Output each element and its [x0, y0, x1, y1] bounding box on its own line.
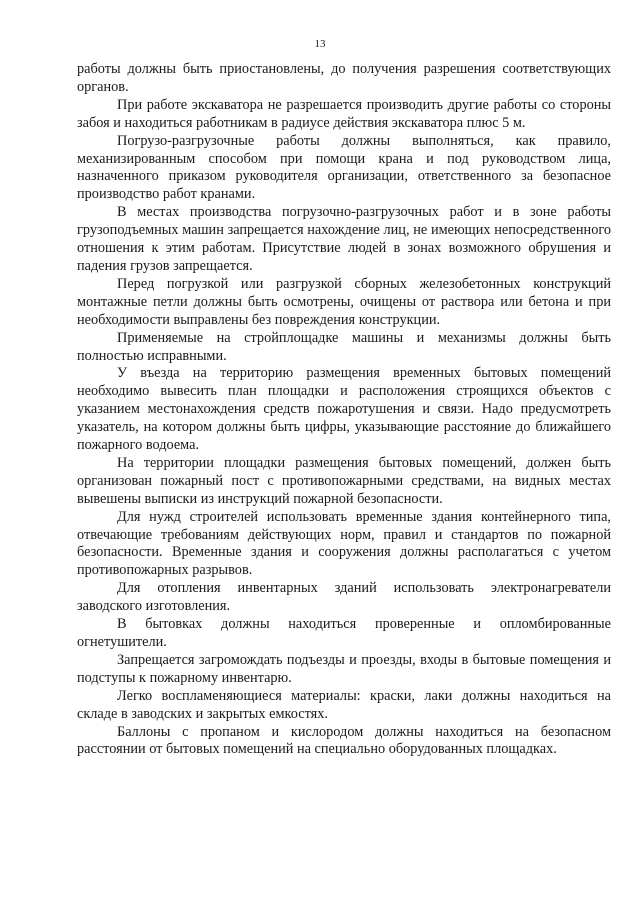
paragraph-fire-post: На территории площадки размещения бытовых помещений, должен быть организован пожарный пост с противопожарными средствами, на видных местах вывешены выписки из инструкций пожарной безопасности.	[77, 454, 611, 507]
paragraph-continuation: работы должны быть приостановлены, до получения разрешения соответствующих органов.	[77, 61, 611, 95]
paragraph-mounting-loops: Перед погрузкой или разгрузкой сборных железобетонных конструкций монтажные петли должны быть осмотрены, очищены от раствора или бетона и при необходимости выправлены без повреждения конструкции.	[77, 275, 611, 328]
paragraph-passages: Запрещается загромождать подъезды и проезды, входы в бытовые помещения и подступы к пожарному инвентарю.	[77, 651, 611, 686]
page-number: 13	[314, 38, 326, 50]
paragraph-extinguishers: В бытовках должны находиться проверенные и опломбированные огнетушители.	[77, 616, 611, 650]
document-body	[77, 61, 611, 759]
paragraph-temporary-buildings: Для нужд строителей использовать временные здания контейнерного типа, отвечающие требованиям действующих норм, правил и стандартов по пожарной безопасности. Временные здания и сооружения должны располагаться с учетом противопожарных разрывов.	[77, 508, 611, 579]
paragraph-heating: Для отопления инвентарных зданий использовать электронагреватели заводского изготовления.	[77, 580, 611, 615]
paragraph-excavator: При работе экскаватора не разрешается производить другие работы со стороны забоя и находиться работникам в радиусе действия экскаватора плюс 5 м.	[77, 96, 611, 131]
paragraph-machines: Применяемые на стройплощадке машины и механизмы должны быть полностью исправными.	[77, 329, 611, 364]
paragraph-loading-works: Погрузо-разгрузочные работы должны выполняться, как правило, механизированным способом при помощи крана и под руководством лица, назначенного приказом руководителя организации, ответственного за безопасное производство работ кранами.	[77, 132, 611, 203]
paragraph-gas-cylinders: Баллоны с пропаном и кислородом должны находиться на безопасном расстоянии от бытовых помещений на специально оборудованных площадках.	[77, 723, 611, 758]
paragraph-site-plan: У въезда на территорию размещения временных бытовых помещений необходимо вывесить план площадки и расположения строящихся объектов с указанием местонахождения средств пожаротушения и связи. Надо предусмотреть указатель, на котором должны быть цифры, указывающие расстояние до ближайшего пожарного водоема.	[77, 365, 611, 454]
paragraph-loading-zone: В местах производства погрузочно-разгрузочных работ и в зоне работы грузоподъемных машин запрещается нахождение лиц, не имеющих непосредственного отношения к этим работам. Присутствие людей в зонах возможного обрушения и падения грузов запрещается.	[77, 204, 611, 274]
paragraph-flammable-materials: Легко воспламеняющиеся материалы: краски, лаки должны находиться на складе в заводских и закрытых емкостях.	[77, 687, 611, 722]
